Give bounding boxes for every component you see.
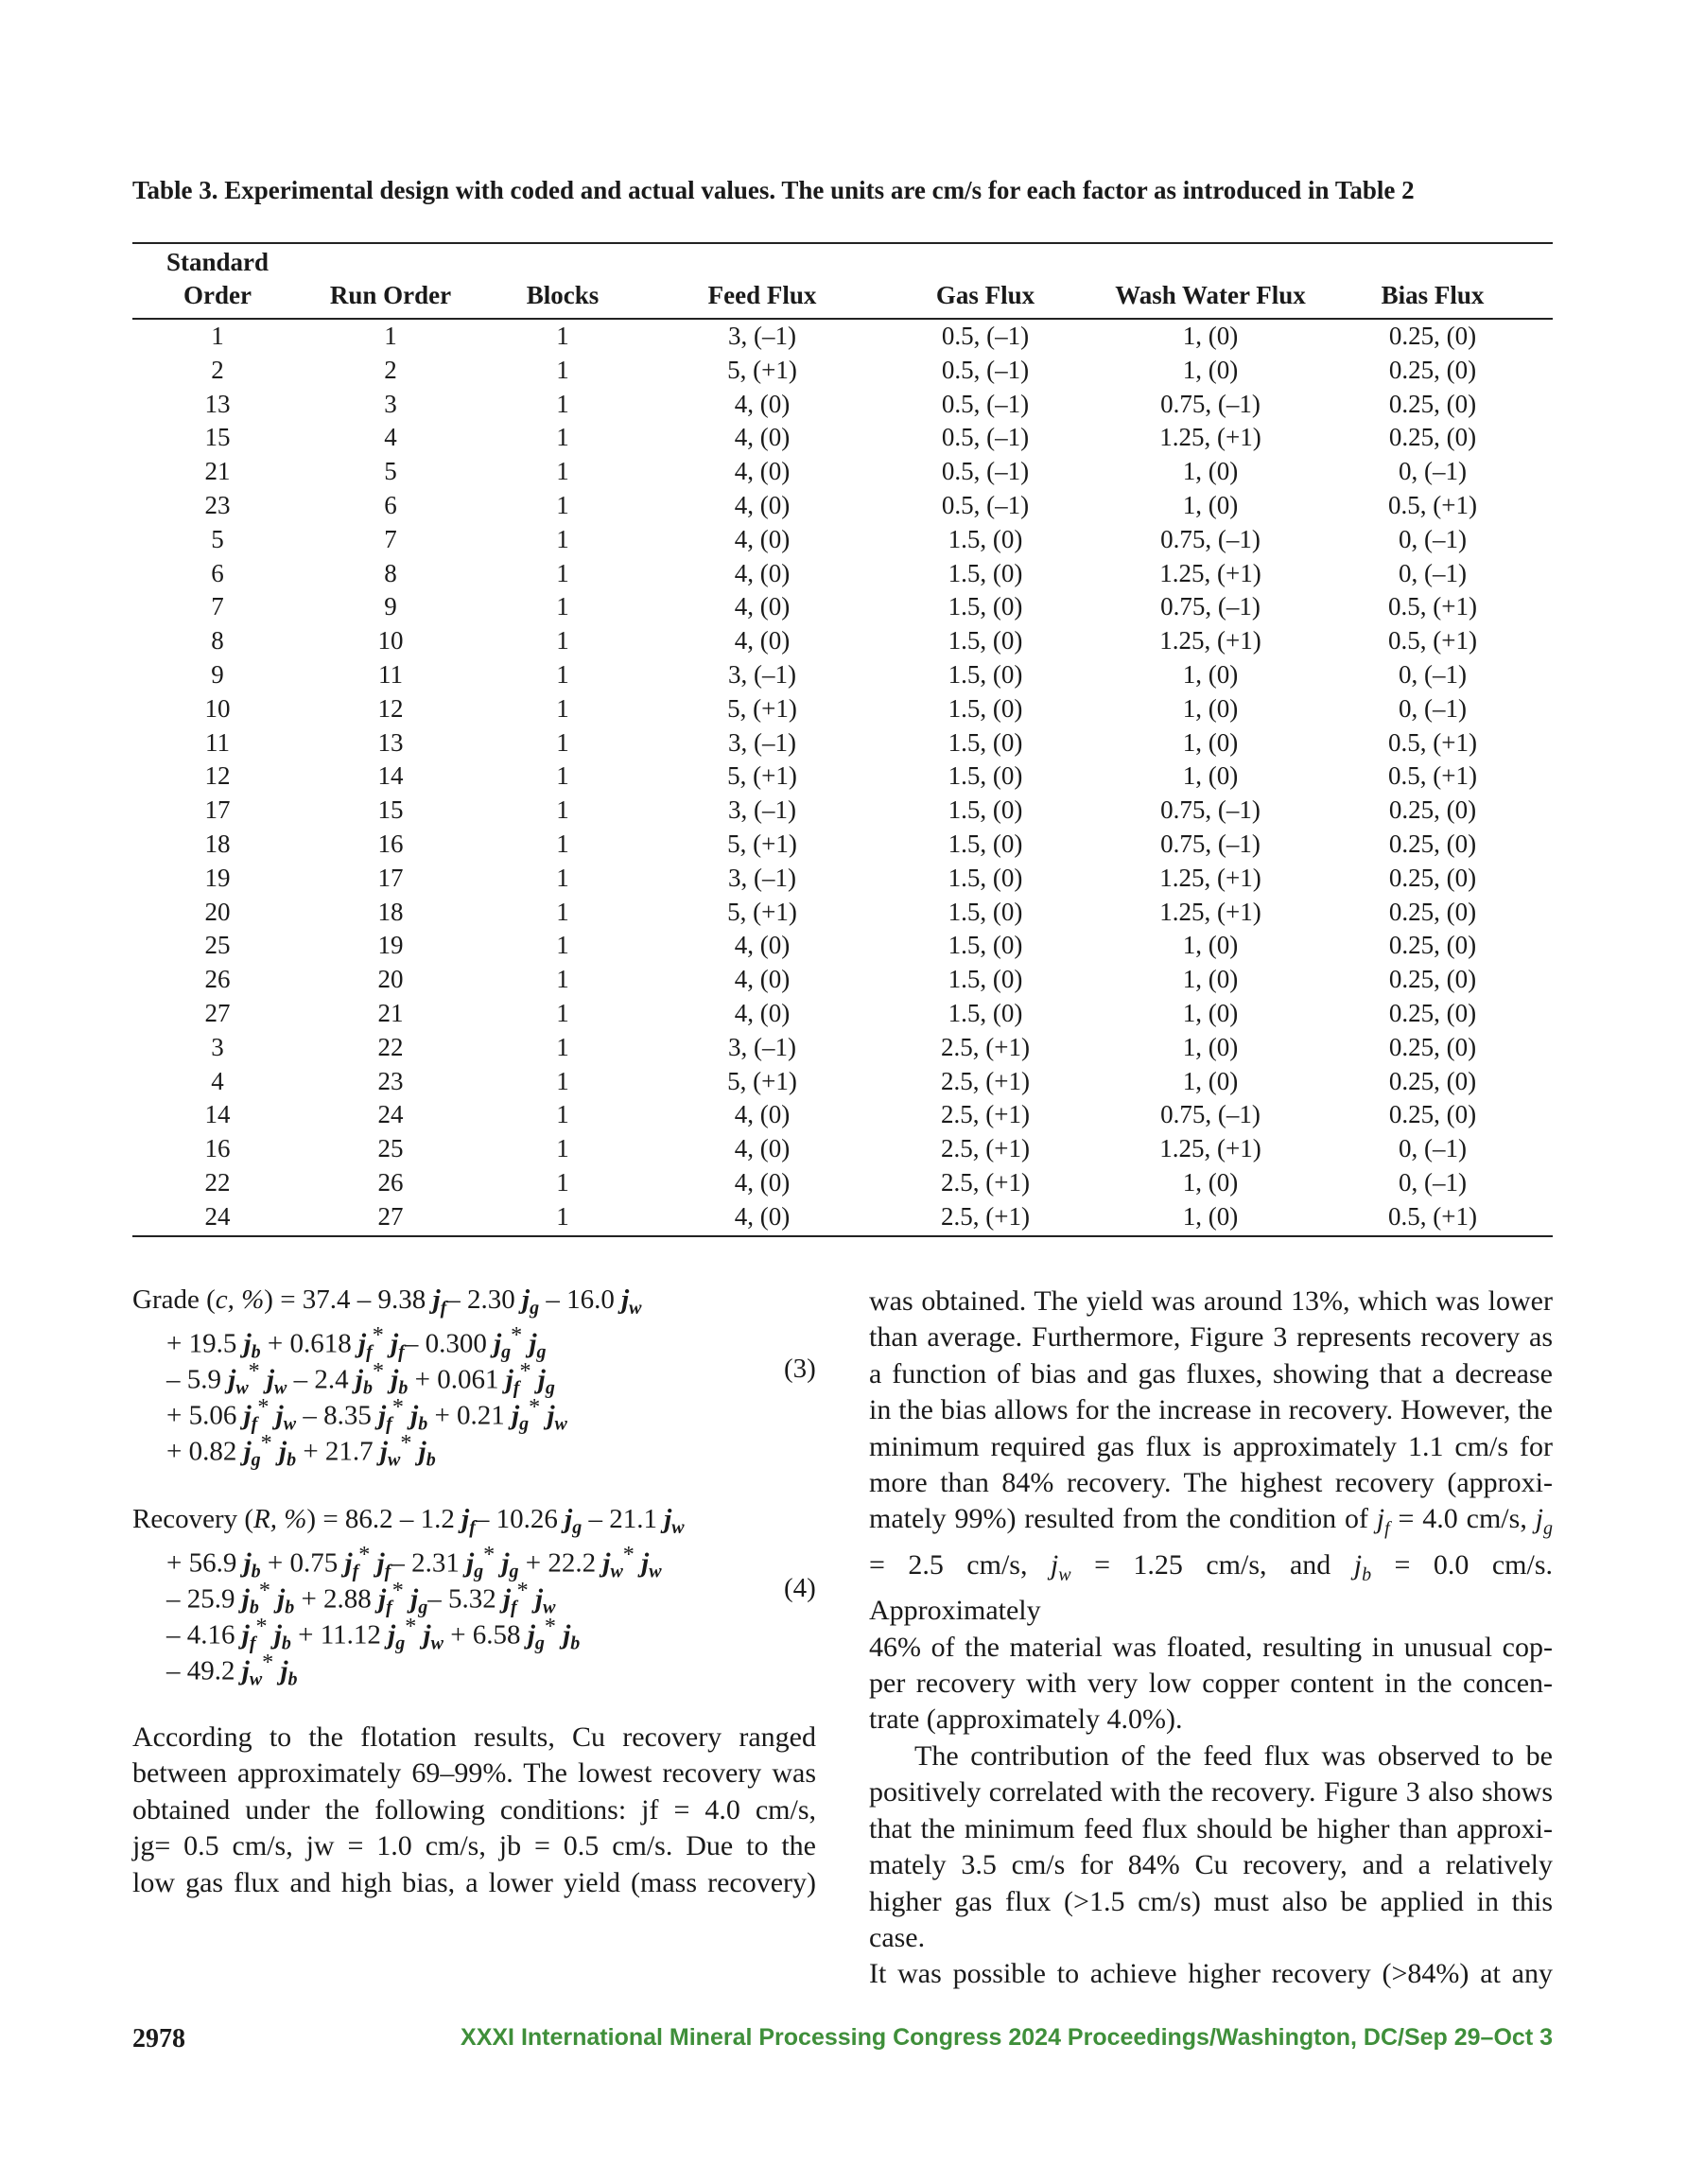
header-bias-flux: Bias Flux xyxy=(1381,281,1485,309)
cell-standard-order: 17 xyxy=(204,795,231,825)
cell-gas-flux: 0.5, (–1) xyxy=(941,490,1030,519)
cell-feed-flux: 4, (0) xyxy=(734,423,791,452)
cell-bias-flux: 0.25, (0) xyxy=(1388,795,1477,825)
cell-run-order: 11 xyxy=(378,659,403,689)
cell-gas-flux: 2.5, (+1) xyxy=(941,1201,1030,1231)
table-row xyxy=(132,726,1553,760)
table-row xyxy=(132,963,1553,997)
cell-blocks: 1 xyxy=(556,592,569,621)
cell-wash-water-flux: 1.25, (+1) xyxy=(1159,558,1261,587)
cell-feed-flux: 4, (0) xyxy=(734,389,791,418)
cell-feed-flux: 4, (0) xyxy=(734,1201,791,1231)
cell-gas-flux: 1.5, (0) xyxy=(948,659,1023,689)
cell-run-order: 8 xyxy=(384,558,397,587)
cell-blocks: 1 xyxy=(556,998,569,1027)
cell-feed-flux: 4, (0) xyxy=(734,490,791,519)
cell-gas-flux: 0.5, (–1) xyxy=(941,457,1030,486)
cell-wash-water-flux: 1, (0) xyxy=(1182,457,1239,486)
cell-blocks: 1 xyxy=(556,524,569,553)
cell-feed-flux: 3, (–1) xyxy=(728,795,796,825)
cell-gas-flux: 2.5, (+1) xyxy=(941,1167,1030,1197)
cell-wash-water-flux: 1, (0) xyxy=(1182,322,1239,350)
cell-standard-order: 21 xyxy=(204,457,231,486)
cell-run-order: 2 xyxy=(384,355,397,384)
cell-wash-water-flux: 1, (0) xyxy=(1182,1167,1239,1197)
cell-gas-flux: 2.5, (+1) xyxy=(941,1134,1030,1163)
cell-blocks: 1 xyxy=(556,558,569,587)
cell-bias-flux: 0.25, (0) xyxy=(1388,829,1477,858)
table-row xyxy=(132,1031,1553,1065)
cell-gas-flux: 1.5, (0) xyxy=(948,863,1023,892)
cell-blocks: 1 xyxy=(556,659,569,689)
cell-run-order: 6 xyxy=(384,490,397,519)
cell-gas-flux: 1.5, (0) xyxy=(948,524,1023,553)
cell-gas-flux: 1.5, (0) xyxy=(948,592,1023,621)
cell-bias-flux: 0.25, (0) xyxy=(1388,423,1477,452)
cell-gas-flux: 1.5, (0) xyxy=(948,727,1023,757)
header-blocks: Blocks xyxy=(526,281,600,309)
cell-run-order: 13 xyxy=(377,727,404,757)
cell-wash-water-flux: 1.25, (+1) xyxy=(1159,863,1261,892)
cell-standard-order: 14 xyxy=(204,1100,231,1129)
header-run-order: Run Order xyxy=(329,281,452,309)
cell-blocks: 1 xyxy=(556,693,569,723)
cell-bias-flux: 0, (–1) xyxy=(1399,524,1467,553)
cell-standard-order: 3 xyxy=(211,1032,224,1061)
cell-wash-water-flux: 0.75, (–1) xyxy=(1160,829,1261,858)
table-row xyxy=(132,354,1553,388)
cell-feed-flux: 4, (0) xyxy=(734,1134,791,1163)
cell-standard-order: 8 xyxy=(211,626,224,655)
cell-bias-flux: 0.25, (0) xyxy=(1388,355,1477,384)
cell-standard-order: 12 xyxy=(204,761,231,791)
cell-standard-order: 18 xyxy=(204,829,231,858)
cell-bias-flux: 0.25, (0) xyxy=(1388,1032,1477,1061)
cell-bias-flux: 0, (–1) xyxy=(1399,1134,1467,1163)
cell-run-order: 3 xyxy=(384,389,397,418)
cell-run-order: 24 xyxy=(377,1100,404,1129)
cell-bias-flux: 0, (–1) xyxy=(1399,659,1467,689)
cell-run-order: 5 xyxy=(384,457,397,486)
cell-standard-order: 5 xyxy=(211,524,224,553)
cell-feed-flux: 3, (–1) xyxy=(728,863,796,892)
table-body xyxy=(132,320,1553,1234)
cell-run-order: 20 xyxy=(377,965,404,994)
cell-bias-flux: 0.25, (0) xyxy=(1388,863,1477,892)
cell-standard-order: 13 xyxy=(204,389,231,418)
cell-wash-water-flux: 0.75, (–1) xyxy=(1160,1100,1261,1129)
cell-run-order: 27 xyxy=(377,1201,404,1231)
cell-blocks: 1 xyxy=(556,1100,569,1129)
table-row xyxy=(132,557,1553,591)
cell-bias-flux: 0.5, (+1) xyxy=(1388,761,1477,791)
cell-feed-flux: 5, (+1) xyxy=(727,829,797,858)
cell-gas-flux: 1.5, (0) xyxy=(948,693,1023,723)
cell-wash-water-flux: 1, (0) xyxy=(1182,1201,1239,1231)
cell-standard-order: 10 xyxy=(204,693,231,723)
cell-bias-flux: 0, (–1) xyxy=(1399,457,1467,486)
cell-wash-water-flux: 0.75, (–1) xyxy=(1160,592,1261,621)
cell-bias-flux: 0.5, (+1) xyxy=(1388,490,1477,519)
recovery-conditions-line-1: mately 99%) resulted from the condition of $j_f = 4.0$ cm/s, $j_g$ xyxy=(869,1503,1554,1540)
cell-blocks: 1 xyxy=(556,727,569,757)
equation-3-number: (3) xyxy=(784,1354,816,1384)
cell-standard-order: 11 xyxy=(205,727,230,757)
cell-feed-flux: 3, (–1) xyxy=(728,322,796,350)
cell-feed-flux: 3, (–1) xyxy=(728,1032,796,1061)
cell-standard-order: 9 xyxy=(211,659,224,689)
cell-wash-water-flux: 1.25, (+1) xyxy=(1159,423,1261,452)
cell-wash-water-flux: 0.75, (–1) xyxy=(1160,389,1261,418)
cell-run-order: 10 xyxy=(377,626,404,655)
cell-bias-flux: 0.5, (+1) xyxy=(1388,727,1477,757)
cell-standard-order: 20 xyxy=(204,897,231,926)
table-row xyxy=(132,862,1553,896)
cell-feed-flux: 4, (0) xyxy=(734,1100,791,1129)
cell-run-order: 19 xyxy=(377,931,404,960)
table-caption: Table 3. Experimental design with coded and actual values. The units are cm/s for each factor as introduced in Table 2 xyxy=(132,176,1415,204)
cell-blocks: 1 xyxy=(556,1134,569,1163)
table-row xyxy=(132,929,1553,963)
cell-wash-water-flux: 1.25, (+1) xyxy=(1159,626,1261,655)
cell-run-order: 12 xyxy=(377,693,404,723)
table-row xyxy=(132,896,1553,930)
cell-standard-order: 2 xyxy=(211,355,224,384)
cell-bias-flux: 0.25, (0) xyxy=(1388,1066,1477,1095)
cell-blocks: 1 xyxy=(556,931,569,960)
cell-run-order: 7 xyxy=(384,524,397,553)
cell-gas-flux: 1.5, (0) xyxy=(948,965,1023,994)
cell-bias-flux: 0, (–1) xyxy=(1399,693,1467,723)
cell-gas-flux: 0.5, (–1) xyxy=(941,389,1030,418)
cell-standard-order: 22 xyxy=(204,1167,231,1197)
cell-blocks: 1 xyxy=(556,1167,569,1197)
cell-gas-flux: 1.5, (0) xyxy=(948,761,1023,791)
header-feed-flux: Feed Flux xyxy=(707,281,817,309)
cell-feed-flux: 4, (0) xyxy=(734,931,791,960)
cell-standard-order: 19 xyxy=(204,863,231,892)
cell-bias-flux: 0.25, (0) xyxy=(1388,322,1477,350)
cell-blocks: 1 xyxy=(556,626,569,655)
table-bottom-rule xyxy=(132,1235,1553,1237)
cell-feed-flux: 5, (+1) xyxy=(727,355,797,384)
cell-blocks: 1 xyxy=(556,795,569,825)
left-paragraph: According to the flotation results, Cu recovery ranged between approximately 69–99%. The lowest recovery was obtained under the following conditions: jf = 4.0 cm/s, jg= 0.5 cm/s, jw = 1.0 cm/s, jb = 0.5 cm/s. Due to the low gas flux and high bias, a lower yield (mass recovery) xyxy=(132,1721,816,1898)
cell-standard-order: 7 xyxy=(211,592,224,621)
cell-blocks: 1 xyxy=(556,389,569,418)
cell-wash-water-flux: 1, (0) xyxy=(1182,727,1239,757)
cell-feed-flux: 4, (0) xyxy=(734,965,791,994)
cell-standard-order: 16 xyxy=(204,1134,231,1163)
cell-standard-order: 23 xyxy=(204,490,231,519)
cell-gas-flux: 0.5, (–1) xyxy=(941,322,1030,350)
cell-run-order: 22 xyxy=(377,1032,404,1061)
table-row xyxy=(132,794,1553,828)
cell-wash-water-flux: 1.25, (+1) xyxy=(1159,1134,1261,1163)
cell-feed-flux: 4, (0) xyxy=(734,524,791,553)
cell-feed-flux: 4, (0) xyxy=(734,592,791,621)
cell-wash-water-flux: 1.25, (+1) xyxy=(1159,897,1261,926)
cell-gas-flux: 2.5, (+1) xyxy=(941,1066,1030,1095)
table-row xyxy=(132,692,1553,726)
cell-blocks: 1 xyxy=(556,355,569,384)
cell-feed-flux: 5, (+1) xyxy=(727,693,797,723)
table-row xyxy=(132,828,1553,862)
cell-blocks: 1 xyxy=(556,490,569,519)
cell-standard-order: 27 xyxy=(204,998,231,1027)
cell-standard-order: 24 xyxy=(204,1201,231,1231)
equation-4-number: (4) xyxy=(784,1573,816,1603)
cell-standard-order: 4 xyxy=(211,1066,224,1095)
cell-run-order: 14 xyxy=(377,761,404,791)
cell-wash-water-flux: 1, (0) xyxy=(1182,965,1239,994)
recovery-conditions-line-2: = 2.5 cm/s, $j_w = 1.25$ cm/s, and $j_b = 0.0$ cm/s. Approximately xyxy=(869,1548,1553,1627)
cell-run-order: 15 xyxy=(377,795,404,825)
cell-bias-flux: 0.5, (+1) xyxy=(1388,592,1477,621)
cell-gas-flux: 2.5, (+1) xyxy=(941,1032,1030,1061)
table-row xyxy=(132,590,1553,624)
cell-gas-flux: 1.5, (0) xyxy=(948,897,1023,926)
cell-blocks: 1 xyxy=(556,1201,569,1231)
cell-wash-water-flux: 1, (0) xyxy=(1182,1066,1239,1095)
header-gas-flux: Gas Flux xyxy=(935,281,1035,309)
cell-blocks: 1 xyxy=(556,1032,569,1061)
table-row xyxy=(132,760,1553,794)
cell-bias-flux: 0.5, (+1) xyxy=(1388,1201,1477,1231)
cell-standard-order: 26 xyxy=(204,965,231,994)
cell-gas-flux: 0.5, (–1) xyxy=(941,423,1030,452)
cell-wash-water-flux: 1, (0) xyxy=(1182,998,1239,1027)
cell-blocks: 1 xyxy=(556,965,569,994)
cell-standard-order: 1 xyxy=(211,322,224,350)
cell-gas-flux: 1.5, (0) xyxy=(948,558,1023,587)
cell-blocks: 1 xyxy=(556,423,569,452)
table-row xyxy=(132,997,1553,1031)
cell-feed-flux: 4, (0) xyxy=(734,998,791,1027)
page-number: 2978 xyxy=(132,2024,185,2053)
cell-run-order: 23 xyxy=(377,1066,404,1095)
cell-run-order: 26 xyxy=(377,1167,404,1197)
cell-blocks: 1 xyxy=(556,829,569,858)
cell-run-order: 18 xyxy=(377,897,404,926)
cell-run-order: 25 xyxy=(377,1134,404,1163)
cell-wash-water-flux: 1, (0) xyxy=(1182,693,1239,723)
table-row xyxy=(132,658,1553,692)
cell-bias-flux: 0.25, (0) xyxy=(1388,998,1477,1027)
table-row xyxy=(132,421,1553,455)
table-header xyxy=(132,244,1553,318)
cell-run-order: 17 xyxy=(377,863,404,892)
cell-feed-flux: 5, (+1) xyxy=(727,897,797,926)
cell-feed-flux: 3, (–1) xyxy=(728,727,796,757)
cell-wash-water-flux: 0.75, (–1) xyxy=(1160,524,1261,553)
cell-gas-flux: 1.5, (0) xyxy=(948,998,1023,1027)
cell-bias-flux: 0.25, (0) xyxy=(1388,897,1477,926)
cell-gas-flux: 1.5, (0) xyxy=(948,931,1023,960)
table-row xyxy=(132,1166,1553,1200)
table-row xyxy=(132,388,1553,422)
cell-wash-water-flux: 1, (0) xyxy=(1182,1032,1239,1061)
table-row xyxy=(132,455,1553,489)
cell-feed-flux: 5, (+1) xyxy=(727,1066,797,1095)
cell-run-order: 16 xyxy=(377,829,404,858)
cell-blocks: 1 xyxy=(556,457,569,486)
table-row xyxy=(132,1098,1553,1132)
cell-bias-flux: 0.5, (+1) xyxy=(1388,626,1477,655)
cell-gas-flux: 1.5, (0) xyxy=(948,795,1023,825)
cell-standard-order: 15 xyxy=(204,423,231,452)
cell-wash-water-flux: 1, (0) xyxy=(1182,355,1239,384)
cell-blocks: 1 xyxy=(556,322,569,350)
cell-blocks: 1 xyxy=(556,863,569,892)
cell-run-order: 21 xyxy=(377,998,404,1027)
cell-bias-flux: 0.25, (0) xyxy=(1388,965,1477,994)
cell-bias-flux: 0.25, (0) xyxy=(1388,1100,1477,1129)
cell-bias-flux: 0, (–1) xyxy=(1399,1167,1467,1197)
table-row xyxy=(132,624,1553,658)
cell-standard-order: 6 xyxy=(211,558,224,587)
table-row xyxy=(132,489,1553,523)
cell-run-order: 9 xyxy=(384,592,397,621)
header-wash-water-flux: Wash Water Flux xyxy=(1115,281,1306,309)
cell-blocks: 1 xyxy=(556,1066,569,1095)
cell-standard-order: 25 xyxy=(204,931,231,960)
table-row xyxy=(132,1132,1553,1166)
cell-feed-flux: 4, (0) xyxy=(734,457,791,486)
cell-gas-flux: 1.5, (0) xyxy=(948,626,1023,655)
cell-bias-flux: 0.25, (0) xyxy=(1388,389,1477,418)
table-row xyxy=(132,1065,1553,1099)
cell-feed-flux: 4, (0) xyxy=(734,626,791,655)
table-row xyxy=(132,320,1553,354)
cell-wash-water-flux: 1, (0) xyxy=(1182,490,1239,519)
cell-gas-flux: 2.5, (+1) xyxy=(941,1100,1030,1129)
right-column-text: was obtained. The yield was around 13%, which was lower than average. Furthermore, Figure 3 represents recovery as a function of bias and gas fluxes, showing that a decrease in the bias allows for the increase in recovery. However, the minimum required gas flux is approximately 1.1 cm/s for more than 84% recovery. The highest recovery (approxi- mately 99%) resulted from the condition of $j_f = 4.0$ cm/s, $j_g$ = 2.5 cm/s, $j_w = 1.25$ cm/s, and $j_b = 0.0$ cm/s. Approximately 46% of the material was floated, resulting in unusual cop- per recovery with very low copper content in the concen- trate (approximately 4.0%). The contribution of the feed flux was observed to be positively correlated with the recovery. Figure 3 also shows that the minimum feed flux should be higher than approxi- mately 3.5 cm/s for 84% Cu recovery, and a relatively higher gas flux (>1.5 cm/s) must also be applied in this case. It was possible to achieve higher recovery (>84%) at any xyxy=(869,1285,1554,1990)
cell-gas-flux: 1.5, (0) xyxy=(948,829,1023,858)
cell-feed-flux: 5, (+1) xyxy=(727,761,797,791)
table-row xyxy=(132,523,1553,557)
cell-blocks: 1 xyxy=(556,897,569,926)
cell-blocks: 1 xyxy=(556,761,569,791)
conference-footer: XXXI International Mineral Processing Congress 2024 Proceedings/Washington, DC/Sep 29–Oct 3 xyxy=(461,2024,1553,2051)
cell-feed-flux: 4, (0) xyxy=(734,1167,791,1197)
cell-wash-water-flux: 1, (0) xyxy=(1182,761,1239,791)
cell-wash-water-flux: 0.75, (–1) xyxy=(1160,795,1261,825)
table-row xyxy=(132,1200,1553,1234)
cell-gas-flux: 0.5, (–1) xyxy=(941,355,1030,384)
cell-bias-flux: 0, (–1) xyxy=(1399,558,1467,587)
cell-feed-flux: 3, (–1) xyxy=(728,659,796,689)
cell-wash-water-flux: 1, (0) xyxy=(1182,659,1239,689)
cell-run-order: 4 xyxy=(384,423,397,452)
cell-run-order: 1 xyxy=(384,322,397,350)
cell-wash-water-flux: 1, (0) xyxy=(1182,931,1239,960)
cell-bias-flux: 0.25, (0) xyxy=(1388,931,1477,960)
cell-feed-flux: 4, (0) xyxy=(734,558,791,587)
header-standard-order: Standard Order xyxy=(165,248,270,309)
